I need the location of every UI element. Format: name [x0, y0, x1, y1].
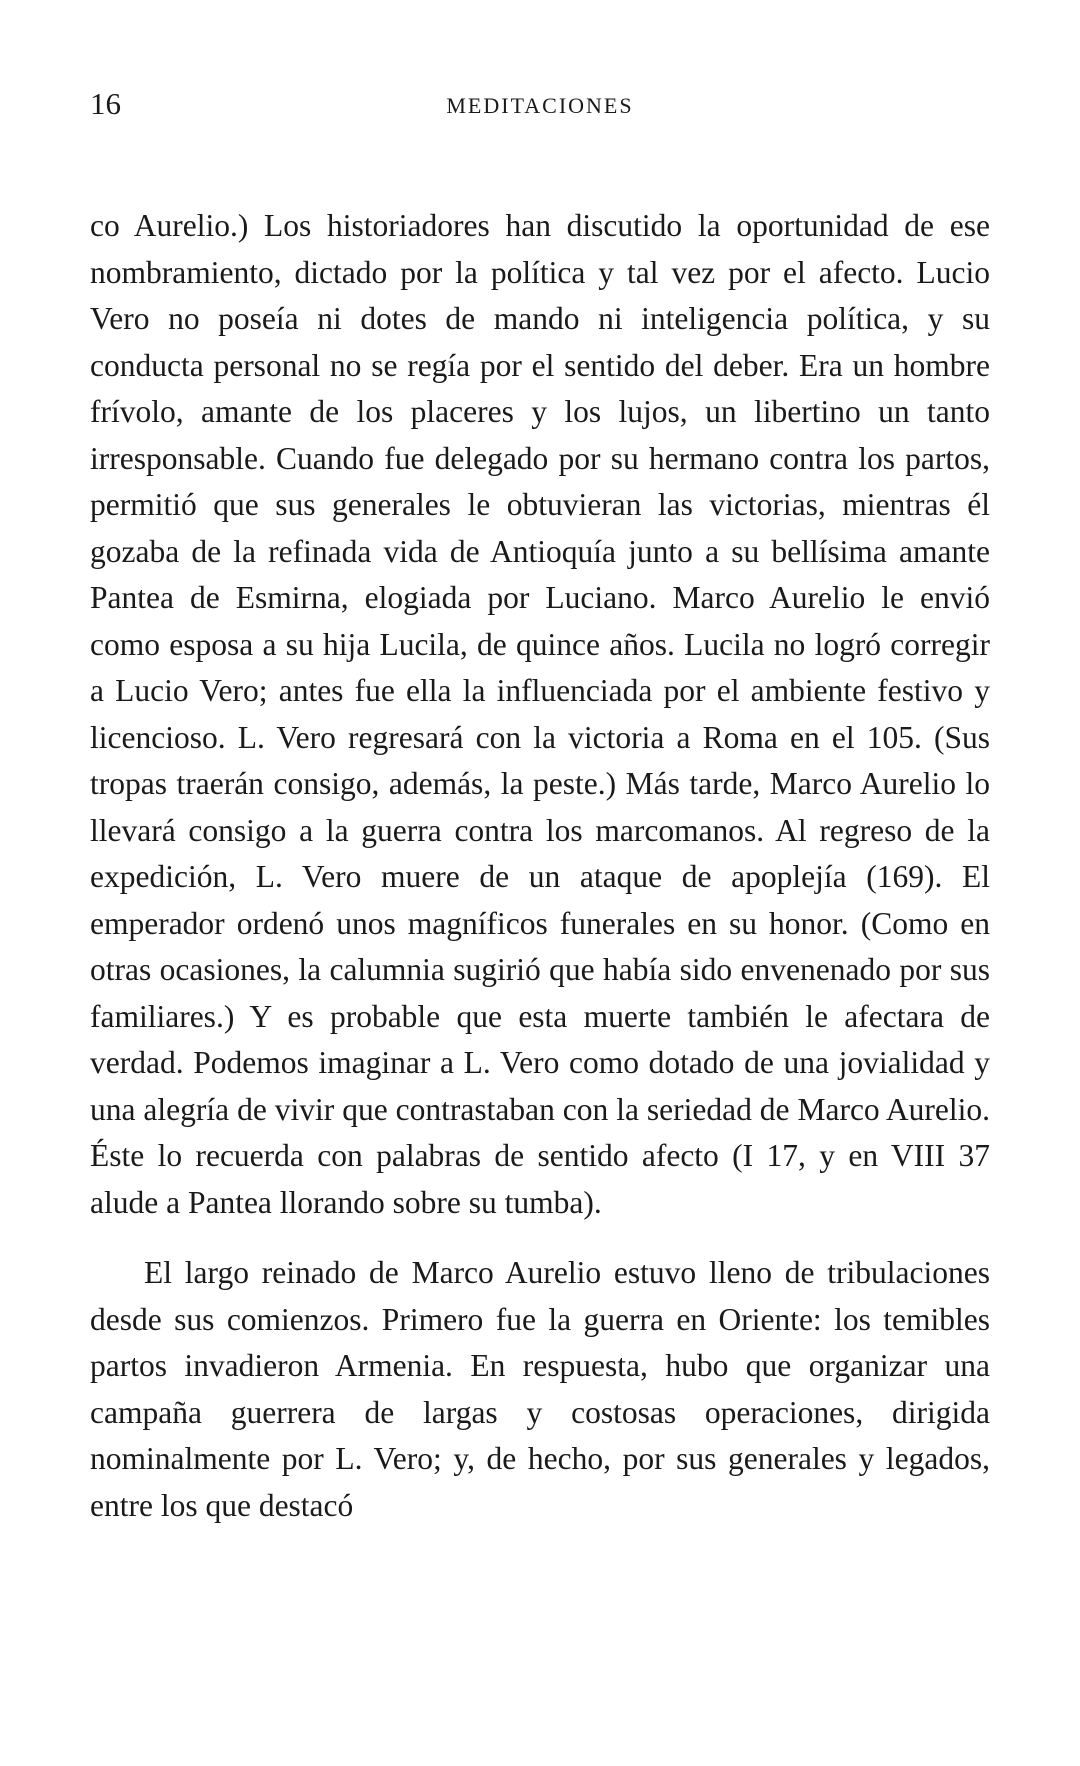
running-head: MEDITACIONES	[446, 93, 634, 118]
paragraph: El largo reinado de Marco Aurelio estuvo lleno de tribulaciones desde sus comienzos. Primero fue la guerra en Oriente: los temibles partos invadieron Armenia. En respuesta, hubo que organizar una campaña guerrera de largas y costosas operaciones, dirigida nominalmente por L. Vero; y, de hecho, por sus generales y legados, entre los que destacó	[90, 1255, 990, 1523]
page-number: 16	[90, 86, 121, 121]
paragraph: co Aurelio.) Los historiadores han discutido la oportunidad de ese nombramiento, dictado por la política y tal vez por el afecto. Lucio Vero no poseía ni dotes de mando ni inteligencia política, y su conducta personal no se regía por el sentido del deber. Era un hombre frívolo, amante de los placeres y los lujos, un libertino un tanto irresponsable. Cuando fue delegado por su hermano contra los partos, permitió que sus generales le obtuvieran las victorias, mientras él gozaba de la refinada vida de Antioquía junto a su bellísima amante Pantea de Esmirna, elogiada por Luciano. Marco Aurelio le envió como esposa a su hija Lucila, de quince años. Lucila no logró corregir a Lucio Vero; antes fue ella la influenciada por el ambiente festivo y licencioso. L. Vero regresará con la victoria a Roma en el 105. (Sus tropas traerán consigo, además, la peste.) Más tarde, Marco Aurelio lo llevará consigo a la guerra contra los marcomanos. Al regreso de la expedición, L. Vero muere de un ataque de apoplejía (169). El emperador ordenó unos magníficos funerales en su honor. (Como en otras ocasiones, la calumnia sugirió que había sido envenenado por sus familiares.) Y es probable que esta muerte también le afectara de verdad. Podemos imaginar a L. Vero como dotado de una jovialidad y una alegría de vivir que contrastaban con la seriedad de Marco Aurelio. Éste lo recuerda con palabras de sentido afecto (I 17, y en VIII 37 alude a Pantea llorando sobre su tumba).	[90, 208, 990, 1220]
body-text	[90, 203, 990, 1529]
